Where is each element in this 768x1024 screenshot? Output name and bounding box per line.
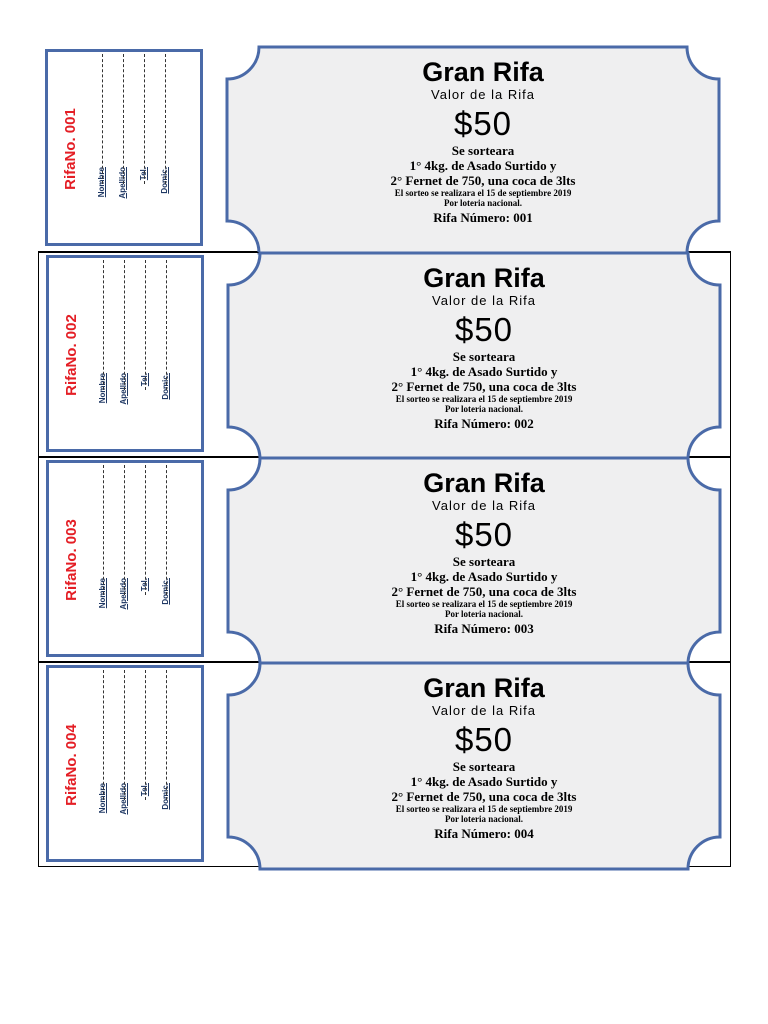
prize-line-1: 1° 4kg. de Asado Surtido y	[409, 158, 557, 173]
stub-number: RifaNo. 002	[63, 314, 80, 396]
ticket-subtitle: Valor de la Rifa	[431, 87, 535, 102]
prize-line-2: 2° Fernet de 750, una coca de 3lts	[391, 789, 577, 804]
ticket-subtitle: Valor de la Rifa	[432, 703, 536, 718]
ticket-stub	[46, 460, 204, 657]
ticket-row-2	[38, 252, 731, 457]
ticket-price: $50	[453, 105, 513, 142]
stub-number: RifaNo. 001	[62, 108, 79, 190]
draw-method: Por loteria nacional.	[444, 404, 524, 414]
draw-date: El sorteo se realizara el 15 de septiembre 2019	[394, 188, 572, 198]
stub-field-apellido: Apellido	[116, 258, 132, 455]
ticket-row-3	[38, 457, 731, 662]
stub-field-tel: Tel.	[137, 463, 153, 660]
stub-field-domic: Domic.	[158, 463, 174, 660]
stub-field-nombre: Nombre	[95, 668, 111, 865]
stub-field-tel: Tel.	[136, 52, 152, 249]
ticket-price: $50	[454, 721, 514, 758]
ticket-number: Rifa Número: 004	[434, 826, 534, 841]
stub-field-domic: Domic.	[158, 258, 174, 455]
stub-number: RifaNo. 003	[63, 519, 80, 601]
stub-field-tel: Tel.	[137, 258, 153, 455]
prize-line-1: 1° 4kg. de Asado Surtido y	[410, 364, 558, 379]
prize-line-2: 2° Fernet de 750, una coca de 3lts	[390, 173, 576, 188]
draw-date: El sorteo se realizara el 15 de septiembre 2019	[395, 394, 573, 404]
prize-line-2: 2° Fernet de 750, una coca de 3lts	[391, 379, 577, 394]
ticket-row-1	[38, 47, 731, 252]
stub-field-tel: Tel.	[137, 668, 153, 865]
prize-line-1: 1° 4kg. de Asado Surtido y	[410, 774, 558, 789]
ticket-stub	[45, 49, 203, 246]
stub-number: RifaNo. 004	[63, 724, 80, 806]
ticket-stub	[46, 665, 204, 862]
prize-heading: Se sorteara	[452, 759, 516, 774]
stub-field-domic: Domic.	[158, 668, 174, 865]
stub-field-nombre: Nombre	[95, 463, 111, 660]
ticket-title: Gran Rifa	[423, 468, 545, 498]
draw-date: El sorteo se realizara el 15 de septiembre 2019	[395, 599, 573, 609]
ticket-subtitle: Valor de la Rifa	[432, 293, 536, 308]
ticket-body	[269, 253, 699, 458]
ticket-title: Gran Rifa	[423, 673, 545, 703]
prize-line-2: 2° Fernet de 750, una coca de 3lts	[391, 584, 577, 599]
draw-date: El sorteo se realizara el 15 de septiembre 2019	[395, 804, 573, 814]
stub-field-apellido: Apellido	[115, 52, 131, 249]
ticket-number: Rifa Número: 003	[434, 621, 534, 636]
stub-field-nombre: Nombre	[95, 258, 111, 455]
stub-field-apellido: Apellido	[116, 463, 132, 660]
ticket-body	[269, 458, 699, 663]
ticket-price: $50	[454, 516, 514, 553]
draw-method: Por loteria nacional.	[444, 609, 524, 619]
stub-field-domic: Domic.	[157, 52, 173, 249]
ticket-price: $50	[454, 311, 514, 348]
draw-method: Por loteria nacional.	[444, 814, 524, 824]
prize-line-1: 1° 4kg. de Asado Surtido y	[410, 569, 558, 584]
prize-heading: Se sorteara	[452, 554, 516, 569]
ticket-title: Gran Rifa	[423, 263, 545, 293]
ticket-body	[268, 47, 698, 252]
ticket-body	[269, 663, 699, 868]
ticket-subtitle: Valor de la Rifa	[432, 498, 536, 513]
prize-heading: Se sorteara	[452, 349, 516, 364]
draw-method: Por loteria nacional.	[443, 198, 523, 208]
ticket-number: Rifa Número: 001	[433, 210, 533, 225]
ticket-title: Gran Rifa	[422, 57, 544, 87]
ticket-number: Rifa Número: 002	[434, 416, 534, 431]
stub-field-apellido: Apellido	[116, 668, 132, 865]
ticket-stub	[46, 255, 204, 452]
prize-heading: Se sorteara	[451, 143, 515, 158]
raffle-sheet	[38, 47, 731, 867]
stub-field-nombre: Nombre	[94, 52, 110, 249]
ticket-row-4	[38, 662, 731, 867]
